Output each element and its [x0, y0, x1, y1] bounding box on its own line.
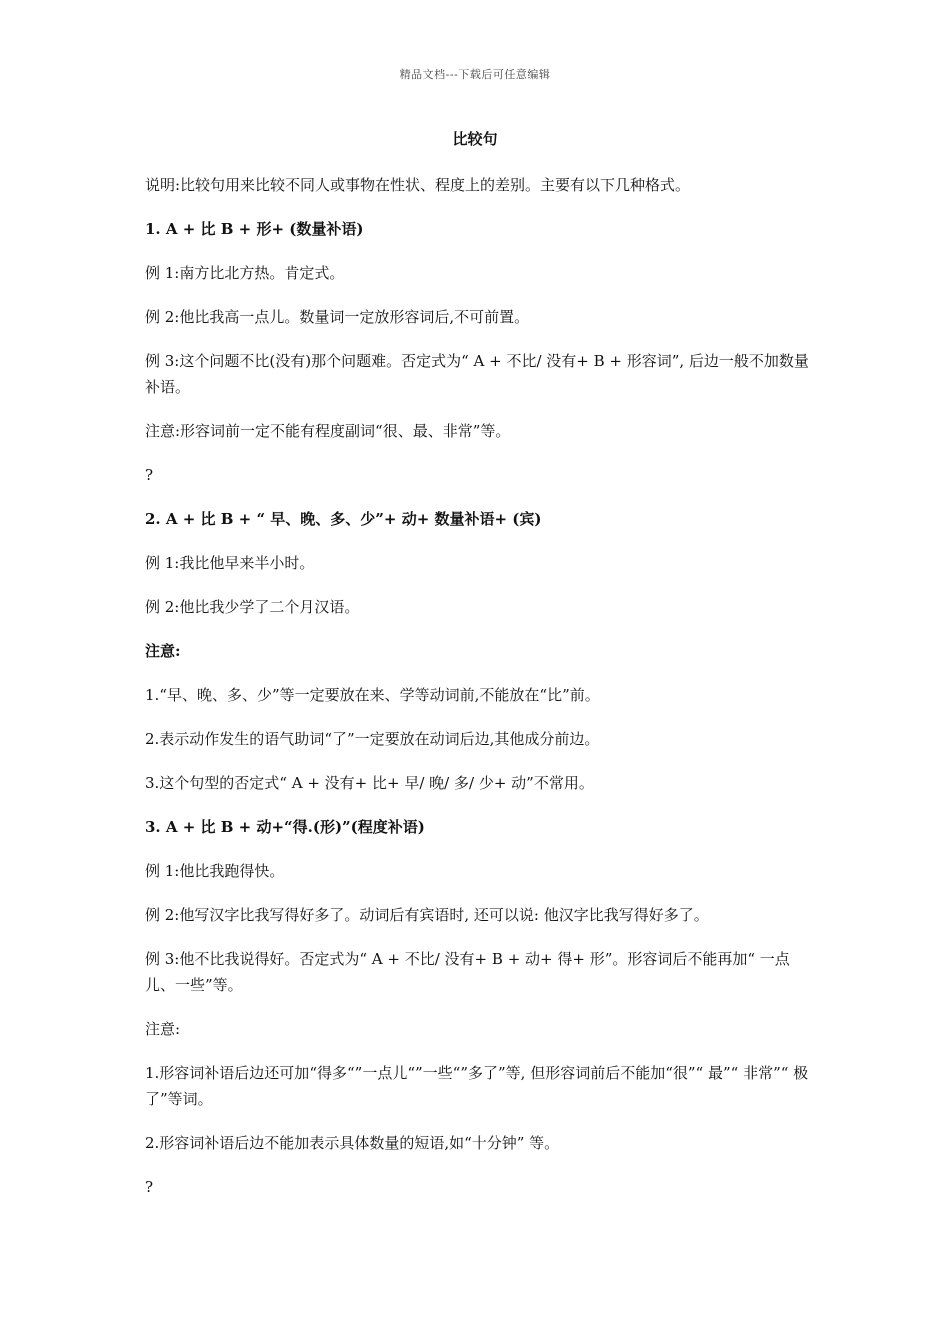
- paragraph: ?: [145, 1178, 154, 1196]
- paragraph: 例 3:他不比我说得好。否定式为“ A + 不比/ 没有+ B + 动+ 得+ 形”。形容词后不能再加“ 一点儿、一些”等。: [145, 950, 790, 994]
- paragraph: 2.表示动作发生的语气助词“了”一定要放在动词后边,其他成分前边。: [145, 730, 600, 748]
- section-heading-3: 3. A + 比 B + 动+“得.(形)”(程度补语): [145, 818, 425, 836]
- section-heading-2: 2. A + 比 B + “ 早、晚、多、少”+ 动+ 数量补语+ (宾): [145, 510, 542, 528]
- paragraph: 注意:形容词前一定不能有程度副词“很、最、非常”等。: [145, 422, 511, 440]
- document-title: 比较句: [452, 130, 498, 148]
- paragraph: 例 3:这个问题不比(没有)那个问题难。否定式为“ A + 不比/ 没有+ B + 形容词”, 后边一般不加数量补语。: [145, 352, 809, 396]
- paragraph: ?: [145, 466, 154, 484]
- section-heading-1: 1. A + 比 B + 形+ (数量补语): [145, 220, 364, 238]
- note-heading: 注意:: [145, 642, 181, 660]
- document-body: [145, 172, 810, 1218]
- paragraph: 例 2:他比我高一点儿。数量词一定放形容词后,不可前置。: [145, 308, 530, 326]
- paragraph: 例 1:南方比北方热。肯定式。: [145, 264, 345, 282]
- paragraph: 3.这个句型的否定式“ A + 没有+ 比+ 早/ 晚/ 多/ 少+ 动”不常用。: [145, 774, 594, 792]
- paragraph: 1.形容词补语后边还可加“得多“”一点儿“”一些“”多了”等, 但形容词前后不能加“很”“ 最”“ 非常”“ 极了”等词。: [145, 1064, 809, 1108]
- paragraph: 例 2:他比我少学了二个月汉语。: [145, 598, 360, 616]
- page-header: 精品文档---下载后可任意编辑: [399, 68, 551, 81]
- paragraph: 1.“早、晚、多、少”等一定要放在来、学等动词前,不能放在“比”前。: [145, 686, 600, 704]
- paragraph: 例 2:他写汉字比我写得好多了。动词后有宾语时, 还可以说: 他汉字比我写得好多了。: [145, 906, 709, 924]
- paragraph: 例 1:我比他早来半小时。: [145, 554, 315, 572]
- paragraph: 注意:: [145, 1020, 181, 1038]
- paragraph: 例 1:他比我跑得快。: [145, 862, 285, 880]
- paragraph-intro: 说明:比较句用来比较不同人或事物在性状、程度上的差别。主要有以下几种格式。: [145, 176, 691, 194]
- paragraph: 2.形容词补语后边不能加表示具体数量的短语,如“十分钟” 等。: [145, 1134, 560, 1152]
